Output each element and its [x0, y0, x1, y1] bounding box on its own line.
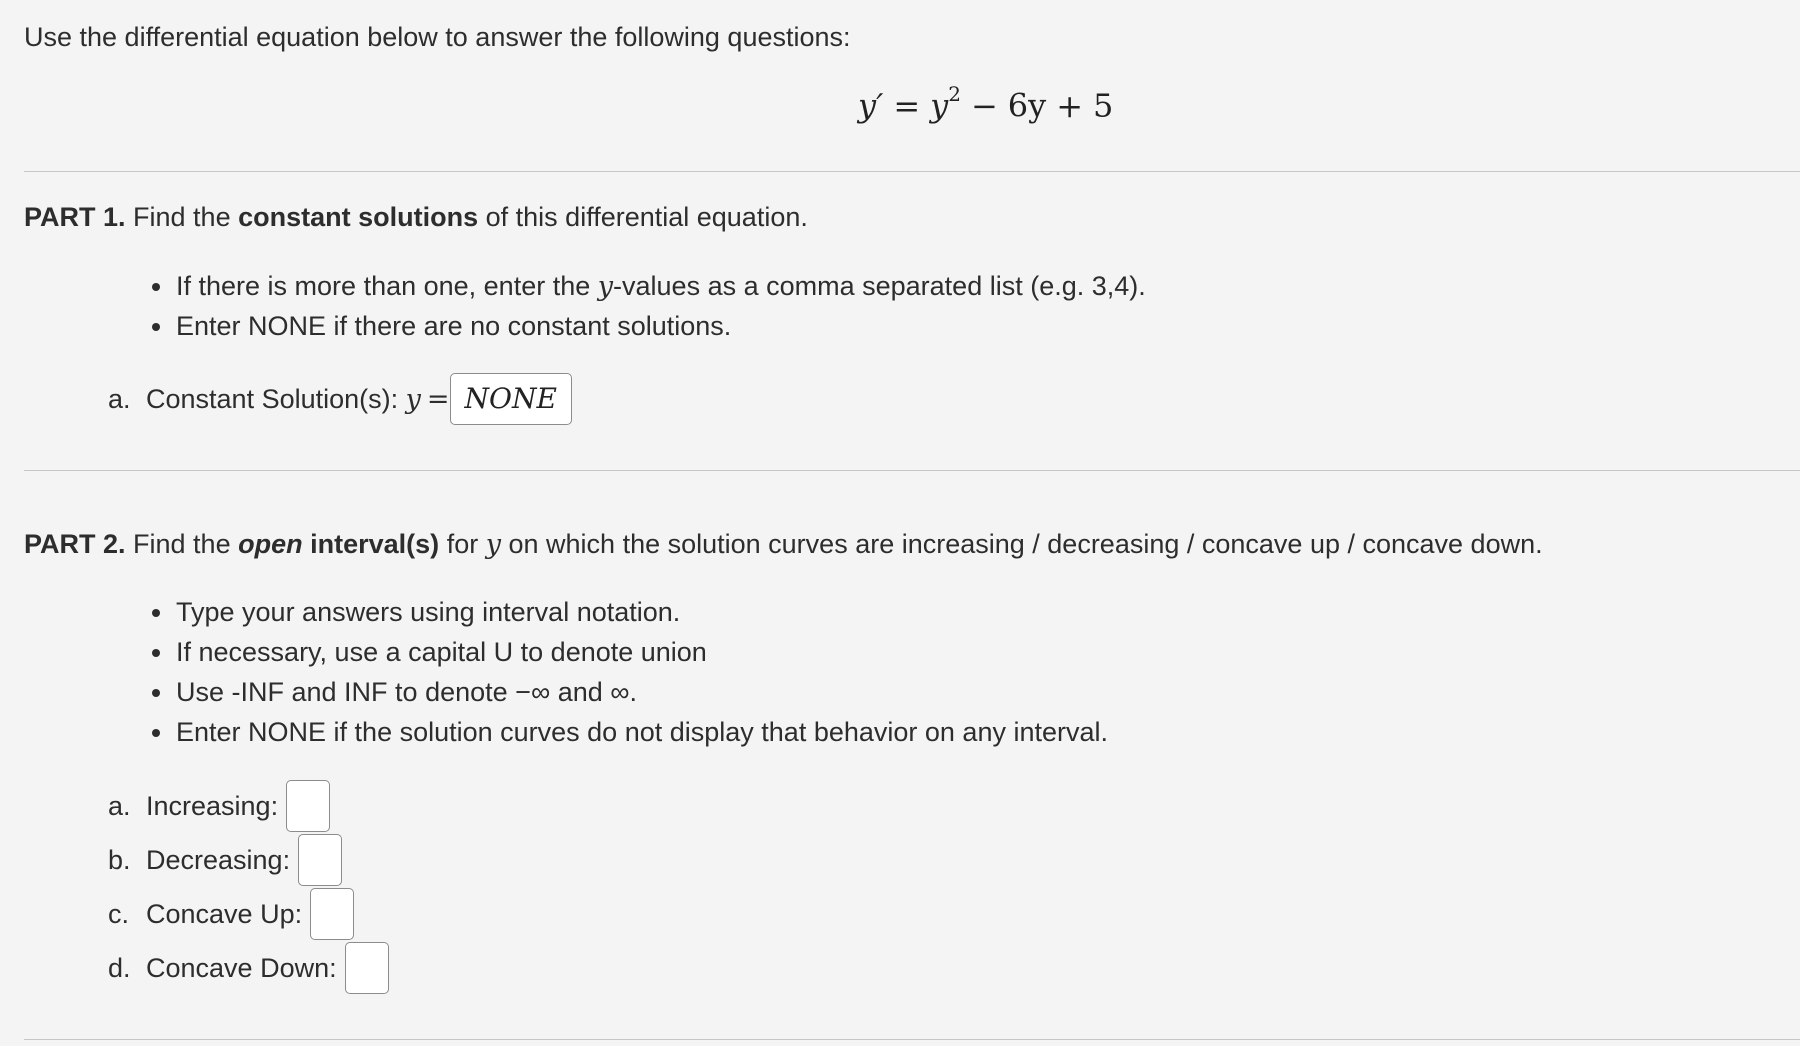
- part2-bullet3-period: .: [629, 677, 638, 707]
- part2-text-before: Find the: [133, 529, 231, 559]
- decreasing-question: [108, 834, 342, 886]
- part2-for-word: for: [446, 529, 479, 559]
- part1-label: PART 1.: [24, 202, 126, 232]
- part2-label: PART 2.: [24, 529, 126, 559]
- question-var: y: [405, 383, 421, 415]
- part2-var: y: [485, 529, 501, 560]
- question-equals: =: [426, 383, 450, 415]
- constant-solution-question: [108, 373, 572, 425]
- list-item: [176, 266, 1146, 306]
- equation-equals: =: [893, 86, 921, 125]
- concave-down-question: [108, 942, 389, 994]
- question-letter: d.: [108, 952, 131, 983]
- part2-text-after: on which the solution curves are increasing / decreasing / concave up / concave down.: [508, 529, 1543, 559]
- question-label: Constant Solution(s):: [146, 383, 399, 414]
- part2-open-word: open: [238, 529, 303, 559]
- part1-title: [24, 202, 808, 233]
- list-item: [176, 712, 1108, 752]
- intro-text: Use the differential equation below to answer the following questions:: [24, 22, 851, 52]
- question-letter: c.: [108, 898, 130, 929]
- part2-interval-word: interval(s): [310, 529, 440, 559]
- increasing-question: [108, 780, 330, 832]
- list-item: [176, 672, 1108, 712]
- part2-title: [24, 529, 1543, 560]
- equation-exponent: 2: [948, 82, 961, 106]
- question-letter: a.: [108, 790, 131, 821]
- part1-emphasis: constant solutions: [238, 202, 479, 232]
- divider: [24, 1039, 1800, 1040]
- equation-lhs: y′: [858, 86, 884, 125]
- concave-up-label: Concave Up:: [146, 898, 303, 929]
- constant-solution-input[interactable]: NONE: [450, 373, 572, 425]
- part2-instructions: [176, 592, 1108, 752]
- infinity-symbol: ∞: [610, 677, 630, 707]
- concave-down-label: Concave Down:: [146, 952, 337, 983]
- equation-minus: −: [970, 86, 998, 125]
- part2-bullet3-before: Use -INF and INF to denote: [176, 677, 508, 707]
- part2-bullet4: Enter NONE if the solution curves do not display that behavior on any interval.: [176, 717, 1109, 747]
- increasing-input[interactable]: [286, 780, 330, 832]
- part2-bullet1: Type your answers using interval notation.: [176, 597, 681, 627]
- equation-term: 6y: [1007, 86, 1047, 125]
- equation-y: y: [930, 86, 949, 125]
- decreasing-label: Decreasing:: [146, 844, 291, 875]
- part2-bullet2: If necessary, use a capital U to denote union: [176, 637, 707, 667]
- equation-constant: 5: [1093, 86, 1114, 125]
- part1-bullet1-var: y: [597, 271, 614, 302]
- concave-down-input[interactable]: [345, 942, 389, 994]
- equation-plus: +: [1056, 86, 1084, 125]
- increasing-label: Increasing:: [146, 790, 279, 821]
- part1-instructions: [176, 266, 1146, 346]
- differential-equation: [858, 82, 1114, 125]
- list-item: [176, 632, 1108, 672]
- divider: [24, 171, 1800, 172]
- list-item: [176, 306, 1146, 346]
- part2-bullet3-and: and: [557, 677, 603, 707]
- decreasing-input[interactable]: [298, 834, 342, 886]
- part1-text-after: of this differential equation.: [485, 202, 808, 232]
- list-item: [176, 592, 1108, 632]
- part1-bullet1-after: -values as a comma separated list (e.g. 3,4).: [613, 271, 1146, 301]
- concave-up-input[interactable]: [310, 888, 354, 940]
- divider: [24, 470, 1800, 471]
- part1-text-before: Find the: [133, 202, 231, 232]
- neg-infinity-symbol: −∞: [515, 677, 551, 707]
- part1-bullet1-before: If there is more than one, enter the: [176, 271, 591, 301]
- question-letter: b.: [108, 844, 131, 875]
- concave-up-question: [108, 888, 354, 940]
- question-letter: a.: [108, 383, 131, 414]
- part1-bullet2: Enter NONE if there are no constant solutions.: [176, 311, 732, 341]
